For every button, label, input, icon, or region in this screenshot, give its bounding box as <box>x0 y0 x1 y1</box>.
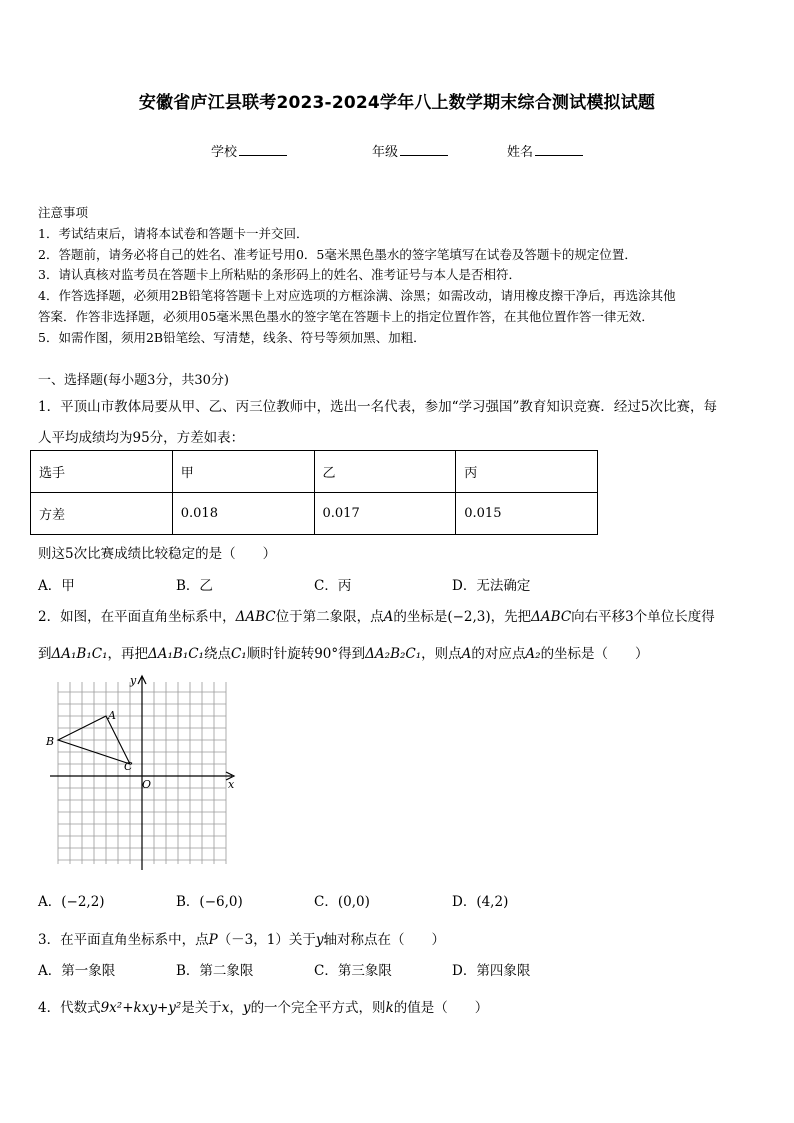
table-cell: 0.017 <box>314 493 456 535</box>
q1-option-b: B．乙 <box>176 578 213 594</box>
table-cell: 乙 <box>314 451 456 493</box>
grade-label: 年级 <box>372 145 399 160</box>
q3-question: 3．在平面直角坐标系中，点P（－3，1）关于y轴对称点在（ ） <box>38 932 446 948</box>
q1-line2: 人平均成绩均为95分，方差如表： <box>38 430 245 446</box>
q3-option-c: C．第三象限 <box>314 963 392 979</box>
q2-line1: 2．如图，在平面直角坐标系中，ΔABC位于第二象限，点A的坐标是(−2,3)，先把ΔABC向右平移3个单位长度得 <box>38 609 715 625</box>
table-row <box>31 493 598 535</box>
table-cell: 0.015 <box>456 493 598 535</box>
y-axis-label: y <box>130 674 137 687</box>
q1-question: 则这5次比赛成绩比较稳定的是（ ） <box>38 546 277 562</box>
note-item: 5．如需作图，须用2B铅笔绘、写清楚，线条、符号等须加黑、加粗． <box>38 329 426 345</box>
notes-section <box>38 203 768 349</box>
variance-table <box>30 450 598 535</box>
table-cell: 0.018 <box>172 493 314 535</box>
q2-option-d: D．(4,2) <box>452 894 509 910</box>
q2-line2: 到ΔA₁B₁C₁，再把ΔA₁B₁C₁绕点C₁顺时针旋转90°得到ΔA₂B₂C₁，则点A的对应点A₂的坐标是（ ） <box>38 646 649 662</box>
origin-label: O <box>142 778 152 791</box>
name-label: 姓名 <box>507 145 534 160</box>
q1-option-c: C．丙 <box>314 578 352 594</box>
notes-heading: 注意事项 <box>38 205 89 220</box>
q1-line1: 1．平顶山市教体局要从甲、乙、丙三位教师中，选出一名代表，参加“学习强国”教育知识竞赛．经过5次比赛，每 <box>38 399 717 415</box>
grade-field <box>372 141 448 160</box>
name-field <box>507 141 583 160</box>
table-cell: 甲 <box>172 451 314 493</box>
section-heading: 一、选择题(每小题3分，共30分) <box>38 373 229 388</box>
q1-option-d: D．无法确定 <box>452 578 531 594</box>
q3-option-a: A．第一象限 <box>38 963 116 979</box>
q2-option-b: B．(−6,0) <box>176 894 243 910</box>
point-c-label: C <box>124 760 133 773</box>
q3-option-b: B．第二象限 <box>176 963 254 979</box>
point-b-label: B <box>46 735 55 748</box>
note-item: 1．考试结束后，请将本试卷和答题卡一并交回． <box>38 225 309 241</box>
school-field <box>211 141 287 160</box>
point-a-label: A <box>108 709 116 722</box>
table-row <box>31 451 598 493</box>
note-item: 4．作答选择题，必须用2B铅笔将答题卡上对应选项的方框涂满、涂黑；如需改动，请用橡皮擦干净后，再选涂其他 <box>38 288 676 304</box>
note-item: 3．请认真核对监考员在答题卡上所粘贴的条形码上的姓名、准考证号与本人是否相符． <box>38 267 521 283</box>
exam-title: 安徽省庐江县联考2023-2024学年八上数学期末综合测试模拟试题 <box>138 93 656 113</box>
note-item: 答案．作答非选择题，必须用05毫米黑色墨水的签字笔在答题卡上的指定位置作答，在其他位置作答一律无效． <box>38 308 654 324</box>
coordinate-graph <box>42 672 242 872</box>
table-cell: 方差 <box>31 493 173 535</box>
q3-option-d: D．第四象限 <box>452 963 531 979</box>
q2-option-c: C．(0,0) <box>314 894 370 910</box>
q4-question: 4．代数式9x²+kxy+y²是关于x，y的一个完全平方式，则k的值是（ ） <box>38 1000 489 1016</box>
q2-option-a: A．(−2,2) <box>38 894 105 910</box>
note-item: 2．答题前，请务必将自己的姓名、准考证号用0．5毫米黑色墨水的签字笔填写在试卷及答题卡的规定位置． <box>38 246 637 262</box>
table-cell: 选手 <box>31 451 173 493</box>
x-axis-label: x <box>228 778 235 791</box>
school-label: 学校 <box>211 145 238 160</box>
q1-option-a: A．甲 <box>38 578 75 594</box>
table-cell: 丙 <box>456 451 598 493</box>
